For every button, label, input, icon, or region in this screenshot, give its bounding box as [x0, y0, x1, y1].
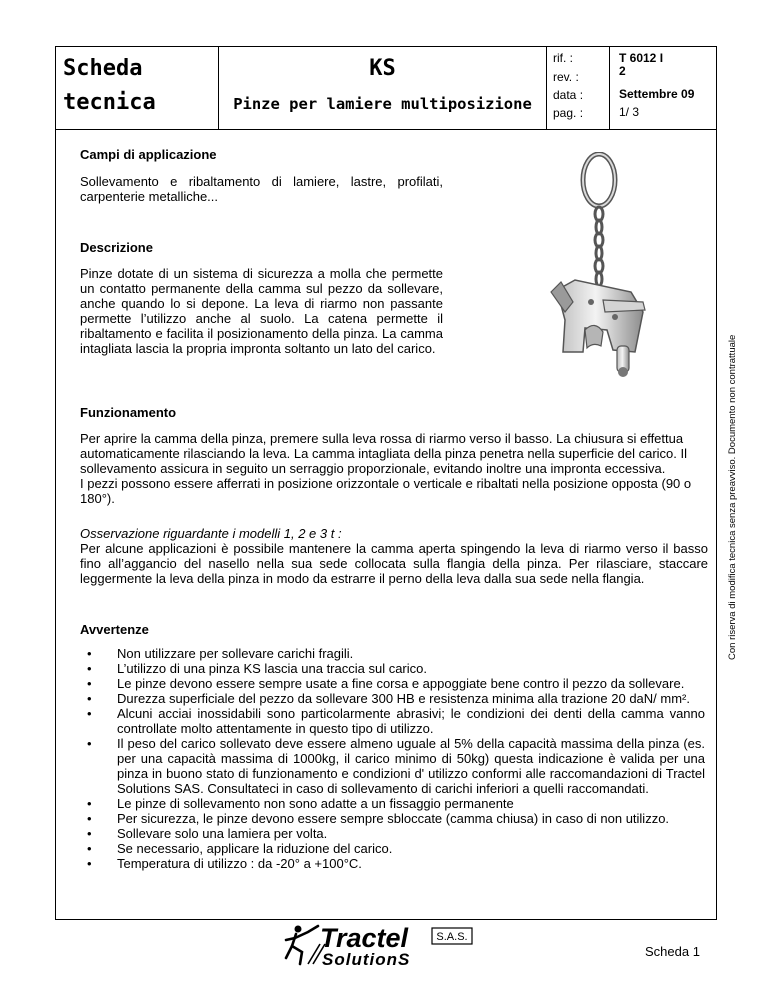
data-value: Settembre 09 [619, 87, 695, 101]
section-heading-osservazione: Osservazione riguardante i modelli 1, 2 e 3 t : [80, 526, 342, 541]
pag-label: pag. : [553, 106, 584, 120]
section-body-applicazione: Sollevamento e ribaltamento di lamiere, lastre, profilati, carpenterie metalliche... [80, 174, 443, 204]
list-item: • Sollevare solo una lamiera per volta. [80, 826, 705, 841]
section-heading-avvertenze: Avvertenze [80, 622, 149, 637]
document-header [55, 46, 717, 130]
meta-divider [609, 47, 610, 129]
rif-label: rif. : [553, 51, 573, 65]
clamp-illustration-icon [535, 152, 665, 392]
section-body-funzionamento [80, 431, 705, 506]
avvertenze-list [80, 646, 705, 871]
funzionamento-paragraph-2: I pezzi possono essere afferrati in posizione orizzontale o verticale e ribaltati nella posizione opposta (90 o 180°). [80, 476, 692, 506]
product-cell [219, 47, 547, 129]
list-item: • Se necessario, applicare la riduzione del carico. [80, 841, 705, 856]
list-item: • Non utilizzare per sollevare carichi fragili. [80, 646, 705, 661]
pag-value: 1/ 3 [619, 105, 640, 119]
meta-cell [547, 47, 718, 129]
rif-value: T 6012 I [619, 51, 664, 65]
list-item: • Temperatura di utilizzo : da -20° a +100°C. [80, 856, 705, 871]
rev-label: rev. : [553, 70, 579, 84]
disclaimer-side-note: Con riserva di modifica tecnica senza preavviso. Documento non contrattuale [727, 334, 738, 660]
logo-suffix: S.A.S. [436, 931, 468, 943]
list-item: • Durezza superficiale del pezzo da sollevare 300 HB e resistenza minima alla trazione 20 daN/ mm². [80, 691, 705, 706]
section-heading-descrizione: Descrizione [80, 240, 153, 255]
list-item: • Le pinze devono essere sempre usate a fine corsa e appoggiate bene contro il pezzo da sollevare. [80, 676, 705, 691]
data-label: data : [553, 88, 584, 102]
tractel-logo [282, 920, 482, 970]
list-item: • L’utilizzo di una pinza KS lascia una traccia sul carico. [80, 661, 705, 676]
rev-value: 2 [619, 64, 626, 78]
section-body-osservazione: Per alcune applicazioni è possibile mantenere la camma aperta spingendo la leva di riarmo verso il basso fino all’aggancio del nasello nella sua sede collocata sulla flangia della pinza. Per rilasciare, staccare leggermente la leva della pinza in modo da estrarre il perno della leva dalla sua sede nella flangia. [80, 541, 708, 586]
list-item: • Il peso del carico sollevato deve essere almeno uguale al 5% della capacità massima della pinza (es. per una capacità massima di 1000kg, il carico minimo di 50kg) questa indicazione è valida per una pinza in buono stato di funzionamento e condizioni d' utilizzo conformi alle raccomandazioni di Tractel Solutions SAS. Consultateci in caso di sollevamento di carichi inferiori a quelli raccomandati. [80, 736, 705, 796]
product-name: Pinze per lamiere multiposizione [233, 95, 532, 113]
doc-type-cell [56, 47, 219, 129]
list-item: • Per sicurezza, le pinze devono essere sempre sbloccate (camma chiusa) in caso di non utilizzo. [80, 811, 705, 826]
doc-type-line2: tecnica [63, 90, 156, 115]
logo-word-solutions: SolutionS [322, 950, 411, 969]
page-label: Scheda 1 [645, 944, 700, 959]
doc-type-line1: Scheda [63, 56, 143, 81]
section-heading-applicazione: Campi di applicazione [80, 147, 217, 162]
list-item: • Alcuni acciai inossidabili sono particolarmente abrasivi; le condizioni dei denti della camma vanno controllate molto attentamente in questo tipo di utilizzo. [80, 706, 705, 736]
funzionamento-paragraph-1: Per aprire la camma della pinza, premere sulla leva rossa di riarmo verso il basso. La chiusura si effettua automaticamente rilasciando la leva. La camma intagliata della pinza penetra nella superficie del carico. Il sollevamento assicura in seguito un serraggio proporzionale, evitando inoltre una impronta eccessiva. [80, 431, 688, 476]
logo-word-tractel: Tractel [320, 923, 409, 953]
list-item: • Le pinze di sollevamento non sono adatte a un fissaggio permanente [80, 796, 705, 811]
product-code: KS [369, 56, 396, 81]
section-heading-funzionamento: Funzionamento [80, 405, 177, 420]
section-body-descrizione: Pinze dotate di un sistema di sicurezza a molla che permette un contatto permanente della camma sul pezzo da sollevare, anche quando lo si depone. La leva di riarmo non passante permette l’utilizzo anche al suolo. La catena permette il ribaltamento e facilita il posizionamento della pinza. La camma intagliata lascia la propria impronta soltanto un lato del carico. [80, 266, 443, 356]
